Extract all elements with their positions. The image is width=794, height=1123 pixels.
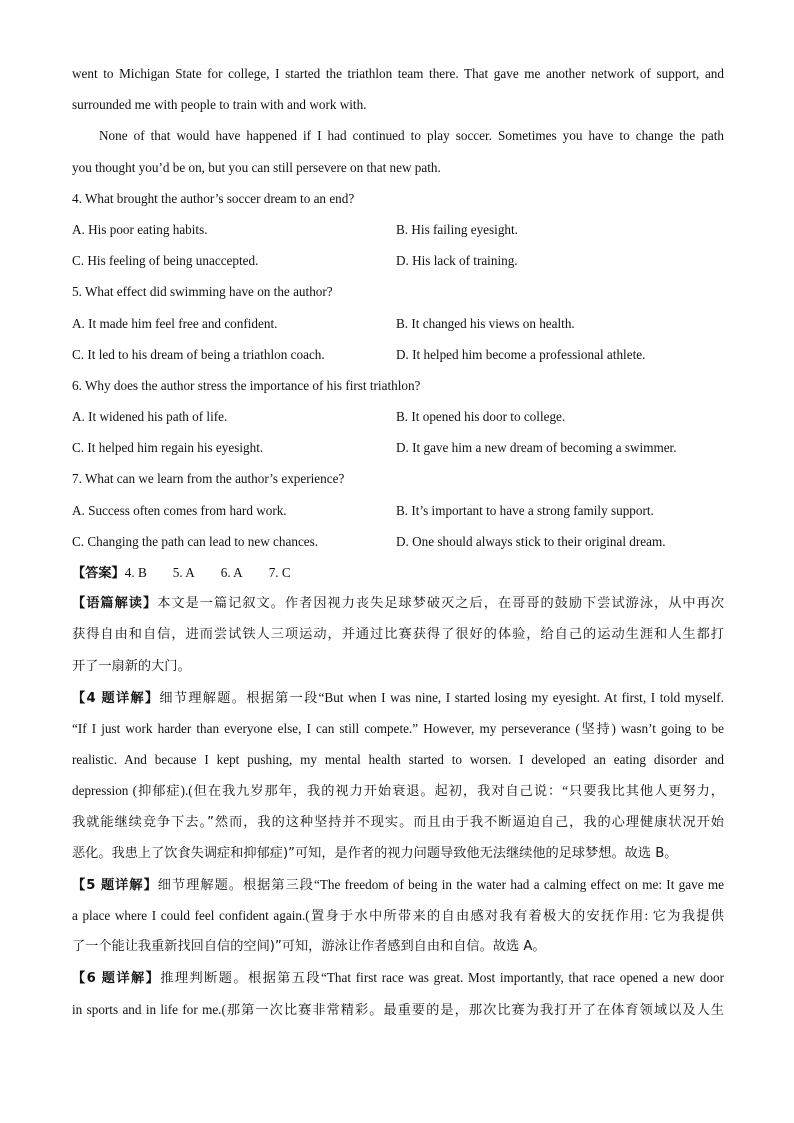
option-b: B. It opened his door to college.	[396, 409, 566, 425]
option-b: B. It’s important to have a strong family support.	[396, 502, 654, 518]
question-stem: 5. What effect did swimming have on the author?	[72, 284, 333, 300]
option-row	[72, 308, 724, 339]
explanation-label: 【6 题详解】	[72, 971, 161, 987]
option-a: A. It made him feel free and confident.	[72, 315, 278, 331]
option-d: D. It helped him become a professional athlete.	[396, 346, 646, 362]
option-row	[72, 339, 724, 370]
option-a: A. It widened his path of life.	[72, 409, 228, 425]
explanation-line: 了一个能让我重新找回自信的空间)”可知，游泳让作者感到自由和自信。故选 A。	[72, 939, 546, 955]
explanation-line: depression (抑郁症).(但在我九岁那年，我的视力开始衰退。起初，我对自己说：“只要我比其他人更努力，	[72, 783, 724, 799]
option-c: C. It helped him regain his eyesight.	[72, 440, 264, 456]
reading-line: 【语篇解读】本文是一篇记叙文。作者因视力丧失足球梦破灭之后，在哥哥的鼓励下尝试游泳，从中再次	[72, 596, 725, 612]
question-stem: 6. Why does the author stress the importance of his first triathlon?	[72, 377, 421, 393]
passage-line: None of that would have happened if I had continued to play soccer. Sometimes you have to change the path	[99, 128, 724, 144]
document-page	[72, 58, 724, 1025]
reading-line: 开了一扇新的大门。	[72, 658, 191, 674]
passage-line: went to Michigan State for college, I started the triathlon team there. That gave me another network of support, and	[72, 66, 724, 81]
explanation-line: “If I just work harder than everyone else, I can still compete.” However, my perseverance (坚持) wasn’t going to be	[72, 720, 724, 736]
question-stem: 7. What can we learn from the author’s experience?	[72, 471, 345, 487]
explanation-line: in sports and in life for me.(那第一次比赛非常精彩。最重要的是，那次比赛为我打开了在体育领域以及人生	[72, 1001, 724, 1017]
answer-item: 5. A	[172, 565, 195, 580]
option-d: D. It gave him a new dream of becoming a swimmer.	[396, 440, 677, 456]
reading-label: 【语篇解读】	[72, 596, 158, 612]
option-row	[72, 526, 724, 557]
option-c: C. It led to his dream of being a triathlon coach.	[72, 346, 325, 362]
question-stem: 4. What brought the author’s soccer dream to an end?	[72, 190, 355, 206]
answer-item: 6. A	[220, 565, 243, 580]
answer-item: 7. C	[268, 565, 291, 580]
explanation-line: a place where I could feel confident again.(置身于水中所带来的自由感对我有着极大的安抚作用: 它为我提供	[72, 908, 724, 924]
option-b: B. His failing eyesight.	[396, 221, 518, 237]
explanation-line: realistic. And because I kept pushing, my mental health started to worsen. I developed an eating disorder and	[72, 752, 724, 768]
passage-line: surrounded me with people to train with and work with.	[72, 97, 367, 113]
answer-item: 4. B	[124, 565, 147, 580]
explanation-line: 【6 题详解】推理判断题。根据第五段“That first race was great. Most importantly, that race opened a new door	[72, 970, 724, 987]
passage-line: you thought you’d be on, but you can still persevere on that new path.	[72, 159, 441, 175]
answer-line	[72, 557, 724, 588]
explanation-label: 【4 题详解】	[72, 690, 160, 706]
option-c: C. Changing the path can lead to new chances.	[72, 533, 319, 549]
answer-label: 【答案】	[72, 566, 125, 581]
option-row	[72, 432, 724, 463]
explanation-line: 【4 题详解】细节理解题。根据第一段“But when I was nine, I started losing my eyesight. At first, I told myself.	[72, 689, 724, 706]
explanation-line: 我就能继续竞争下去。”然而，我的这种坚持并不现实。而且由于我不断逼迫自己，我的心理健康状况开始	[72, 814, 724, 830]
option-row	[72, 245, 724, 276]
option-row	[72, 214, 724, 245]
option-c: C. His feeling of being unaccepted.	[72, 253, 259, 269]
option-row	[72, 495, 724, 526]
explanation-line: 【5 题详解】细节理解题。根据第三段“The freedom of being in the water had a calming effect on me: It gave me	[72, 876, 724, 893]
explanation-line: 恶化。我患上了饮食失调症和抑郁症)”可知，是作者的视力问题导致他无法继续他的足球梦想。故选 B。	[72, 845, 678, 861]
option-row	[72, 401, 724, 432]
reading-line: 获得自由和自信，进而尝试铁人三项运动，并通过比赛获得了很好的体验，给自己的运动生涯和人生都打	[72, 627, 724, 643]
explanation-label: 【5 题详解】	[72, 877, 158, 893]
option-b: B. It changed his views on health.	[396, 315, 575, 331]
option-d: D. One should always stick to their original dream.	[396, 533, 666, 549]
option-d: D. His lack of training.	[396, 253, 518, 269]
option-a: A. His poor eating habits.	[72, 221, 208, 237]
option-a: A. Success often comes from hard work.	[72, 502, 287, 518]
